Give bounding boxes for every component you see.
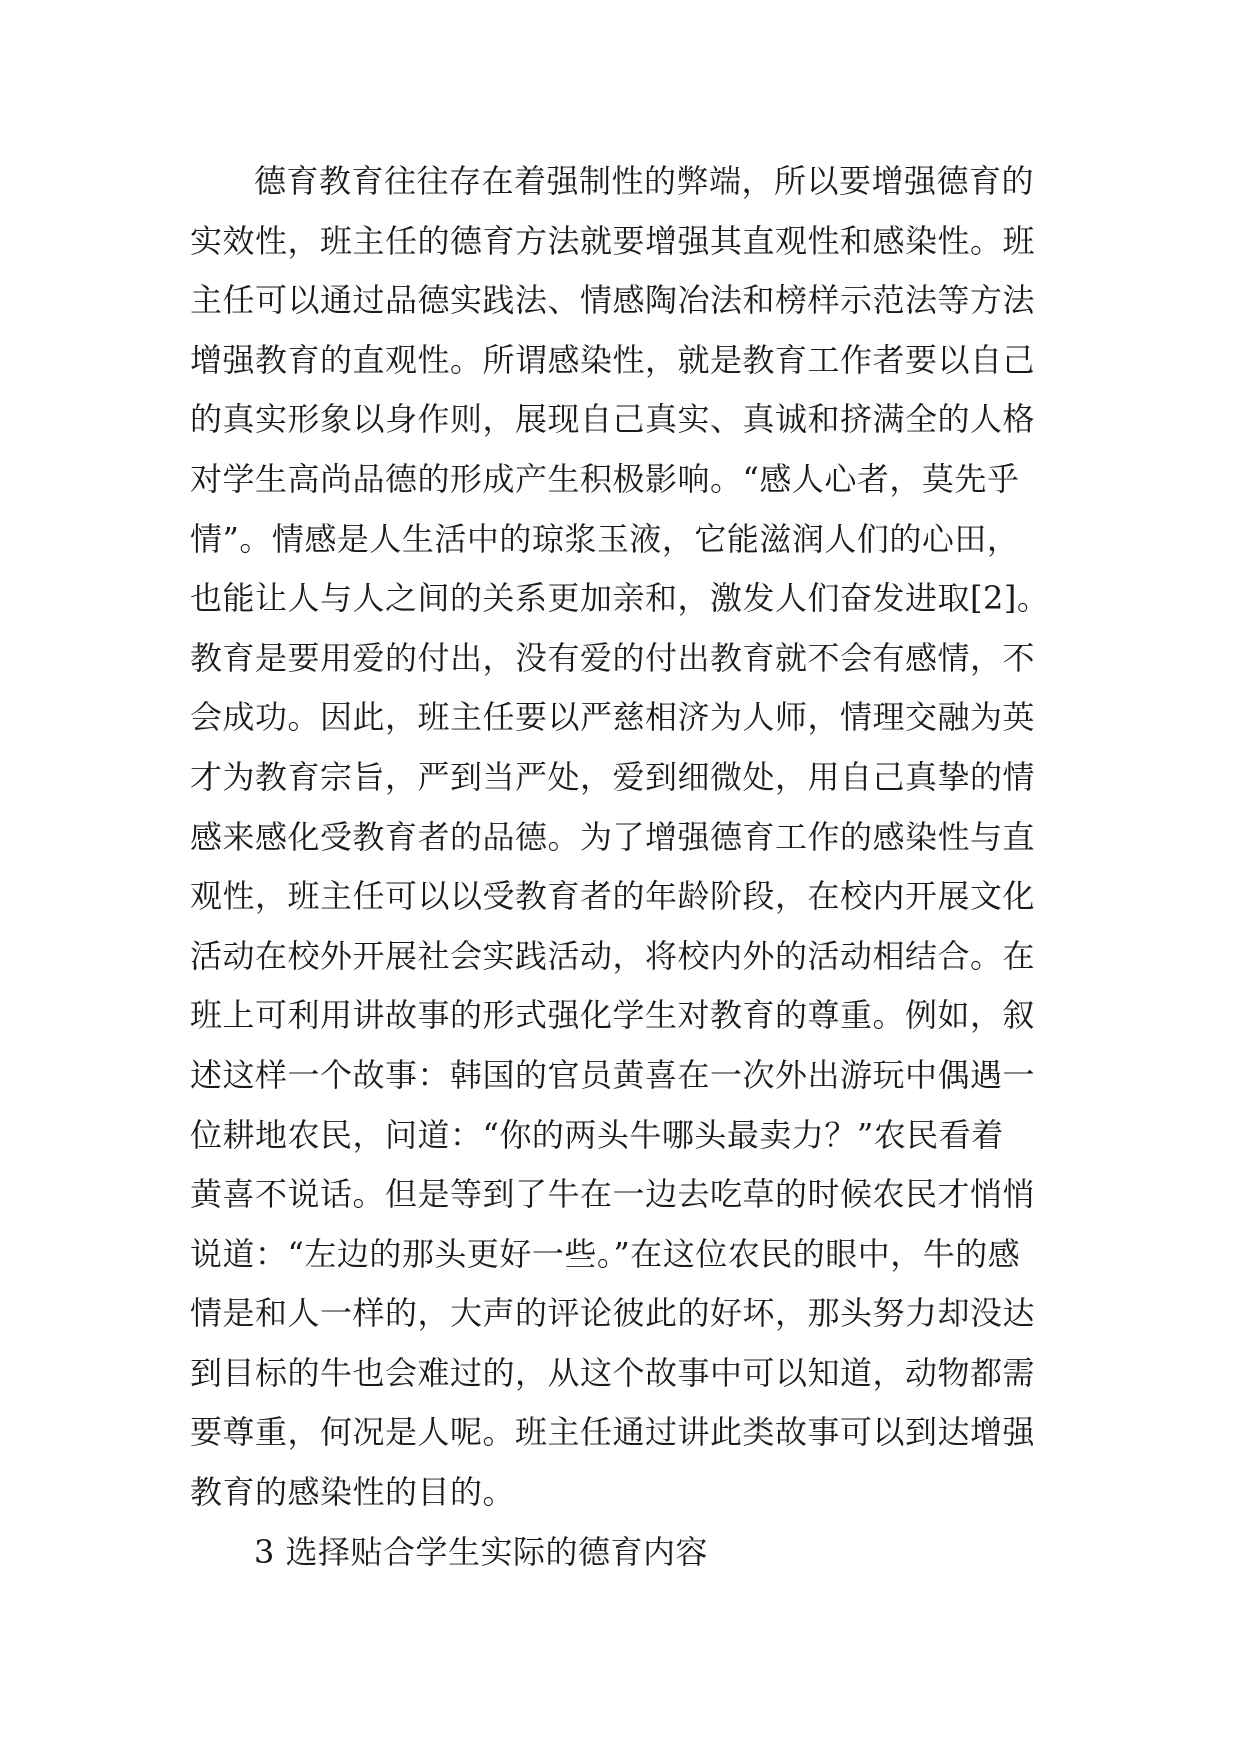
paragraph-line: 情”。情感是人生活中的琼浆玉液，它能滋润人们的心田， — [190, 519, 1020, 558]
paragraph-line: 对学生高尚品德的形成产生积极影响。“感人心者，莫先乎 — [190, 459, 1020, 498]
paragraph-line: 观性，班主任可以以受教育者的年龄阶段，在校内开展文化 — [190, 877, 1036, 916]
paragraph-line: 才为教育宗旨，严到当严处，爱到细微处，用自己真挚的情 — [190, 757, 1036, 796]
paragraph-line: 增强教育的直观性。所谓感染性，就是教育工作者要以自己 — [190, 340, 1036, 379]
paragraph-line: 教育的感染性的目的。 — [190, 1473, 516, 1512]
paragraph-line: 说道：“左边的那头更好一些。”在这位农民的眼中，牛的感 — [190, 1234, 1021, 1273]
paragraph-line: 会成功。因此，班主任要以严慈相济为人师，情理交融为英 — [190, 698, 1036, 737]
paragraph-line: 的真实形象以身作则，展现自己真实、真诚和挤满全的人格 — [190, 400, 1036, 439]
paragraph-line: 感来感化受教育者的品德。为了增强德育工作的感染性与直 — [190, 817, 1036, 856]
paragraph-line: 主任可以通过品德实践法、情感陶冶法和榜样示范法等方法 — [190, 281, 1036, 320]
paragraph-line: 也能让人与人之间的关系更加亲和，激发人们奋发进取[2]。 — [190, 579, 1050, 618]
paragraph-line: 班上可利用讲故事的形式强化学生对教育的尊重。例如，叙 — [190, 996, 1036, 1035]
body-text — [190, 152, 1070, 1582]
section-heading: 3 选择贴合学生实际的德育内容 — [254, 1532, 709, 1571]
paragraph-line: 述这样一个故事：韩国的官员黄喜在一次外出游玩中偶遇一 — [190, 1055, 1036, 1094]
paragraph-line: 位耕地农民，问道：“你的两头牛哪头最卖力？”农民看着 — [190, 1115, 1004, 1154]
paragraph-line: 德育教育往往存在着强制性的弊端，所以要增强德育的 — [254, 162, 1035, 200]
paragraph-line: 黄喜不说话。但是等到了牛在一边去吃草的时候农民才悄悄 — [190, 1175, 1036, 1214]
paragraph-line: 到目标的牛也会难过的，从这个故事中可以知道，动物都需 — [190, 1353, 1036, 1392]
paragraph-line: 活动在校外开展社会实践活动，将校内外的活动相结合。在 — [190, 936, 1036, 975]
paragraph-line: 要尊重，何况是人呢。班主任通过讲此类故事可以到达增强 — [190, 1413, 1036, 1452]
paragraph-line: 教育是要用爱的付出，没有爱的付出教育就不会有感情，不 — [190, 638, 1036, 677]
paragraph-line: 情是和人一样的，大声的评论彼此的好坏，那头努力却没达 — [190, 1294, 1036, 1333]
paragraph-line: 实效性，班主任的德育方法就要增强其直观性和感染性。班 — [190, 221, 1036, 260]
